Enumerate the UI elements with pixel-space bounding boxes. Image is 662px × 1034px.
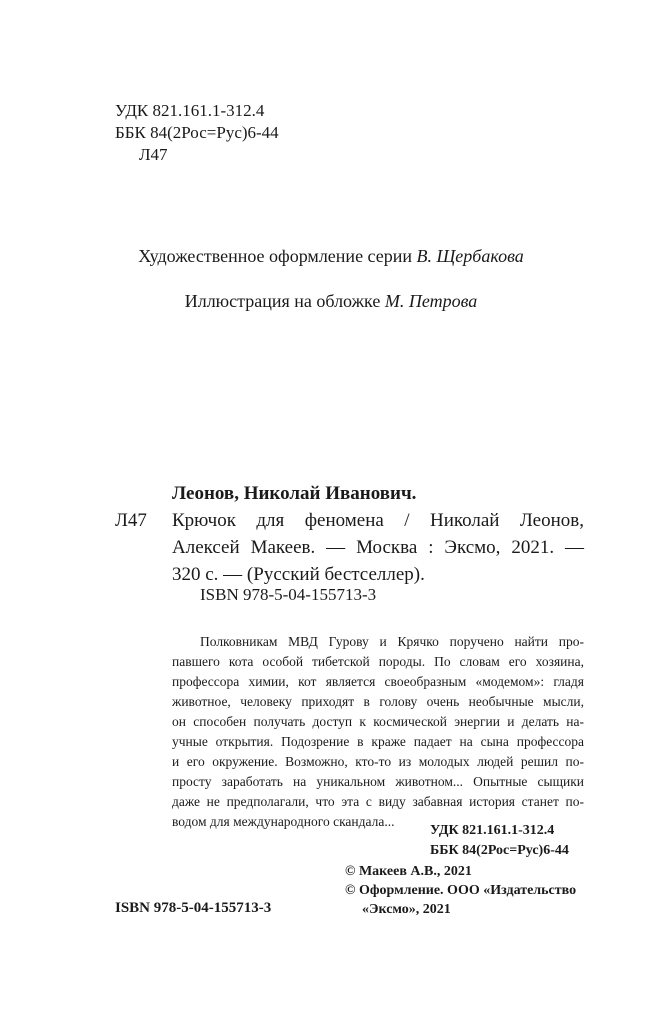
udk-code-repeat: УДК 821.161.1-312.4	[430, 823, 555, 838]
author-heading: Леонов, Николай Иванович.	[172, 483, 417, 504]
cover-illustration-name: М. Петрова	[384, 291, 478, 311]
annotation-line: и его окружение. Возможно, кто-то из молодых людей решил по-	[172, 754, 584, 769]
bbk-code-repeat: ББК 84(2Рос=Рус)6-44	[430, 843, 569, 858]
description-line: Крючок для феномена / Николай Леонов,	[172, 510, 584, 531]
annotation-line: водом для международного скандала...	[172, 814, 395, 829]
annotation-line: учные открытия. Подозрение в краже падает на сына профессора	[172, 734, 584, 749]
footer-isbn: ISBN 978-5-04-155713-3	[115, 900, 272, 916]
series-design-credit	[0, 245, 662, 267]
description-line: Алексей Макеев. — Москва : Эксмо, 2021. —	[172, 537, 584, 558]
copyright-line: «Эксмо», 2021	[362, 902, 451, 917]
annotation-line: просту заработать на уникальном животном... Опытные сыщики	[172, 774, 584, 789]
annotation	[172, 632, 584, 832]
annotation-line: профессора химии, кот является своеобразным «модемом»: гладя	[172, 674, 584, 689]
record-author-mark: Л47	[115, 510, 147, 531]
copyright-line: © Оформление. ООО «Издательство	[345, 883, 577, 898]
series-design-name: В. Щербакова	[416, 246, 524, 266]
author-mark: Л47	[139, 145, 168, 164]
description-line: 320 с. — (Русский бестселлер).	[172, 564, 425, 585]
annotation-line: павшего кота особой тибетской породы. По словам его хозяина,	[172, 654, 584, 669]
bibliographic-description	[172, 507, 584, 588]
annotation-line: даже не предполагали, что эта с виду забавная история станет по-	[172, 794, 584, 809]
series-design-label: Художественное оформление серии	[138, 246, 413, 266]
annotation-line: он способен получать доступ к космической энергии и делать на-	[172, 714, 584, 729]
record-isbn: ISBN 978-5-04-155713-3	[200, 585, 377, 604]
copyright-line: © Макеев А.В., 2021	[345, 864, 472, 879]
cover-illustration-credit	[0, 290, 662, 312]
cover-illustration-label: Иллюстрация на обложке	[184, 291, 381, 311]
bbk-code: ББК 84(2Рос=Рус)6-44	[115, 123, 279, 142]
annotation-line: Полковникам МВД Гурову и Крячко поручено найти про-	[200, 634, 584, 649]
udk-code: УДК 821.161.1-312.4	[115, 101, 265, 120]
annotation-line: животное, человеку приходят в голову очень необычные мысли,	[172, 694, 584, 709]
